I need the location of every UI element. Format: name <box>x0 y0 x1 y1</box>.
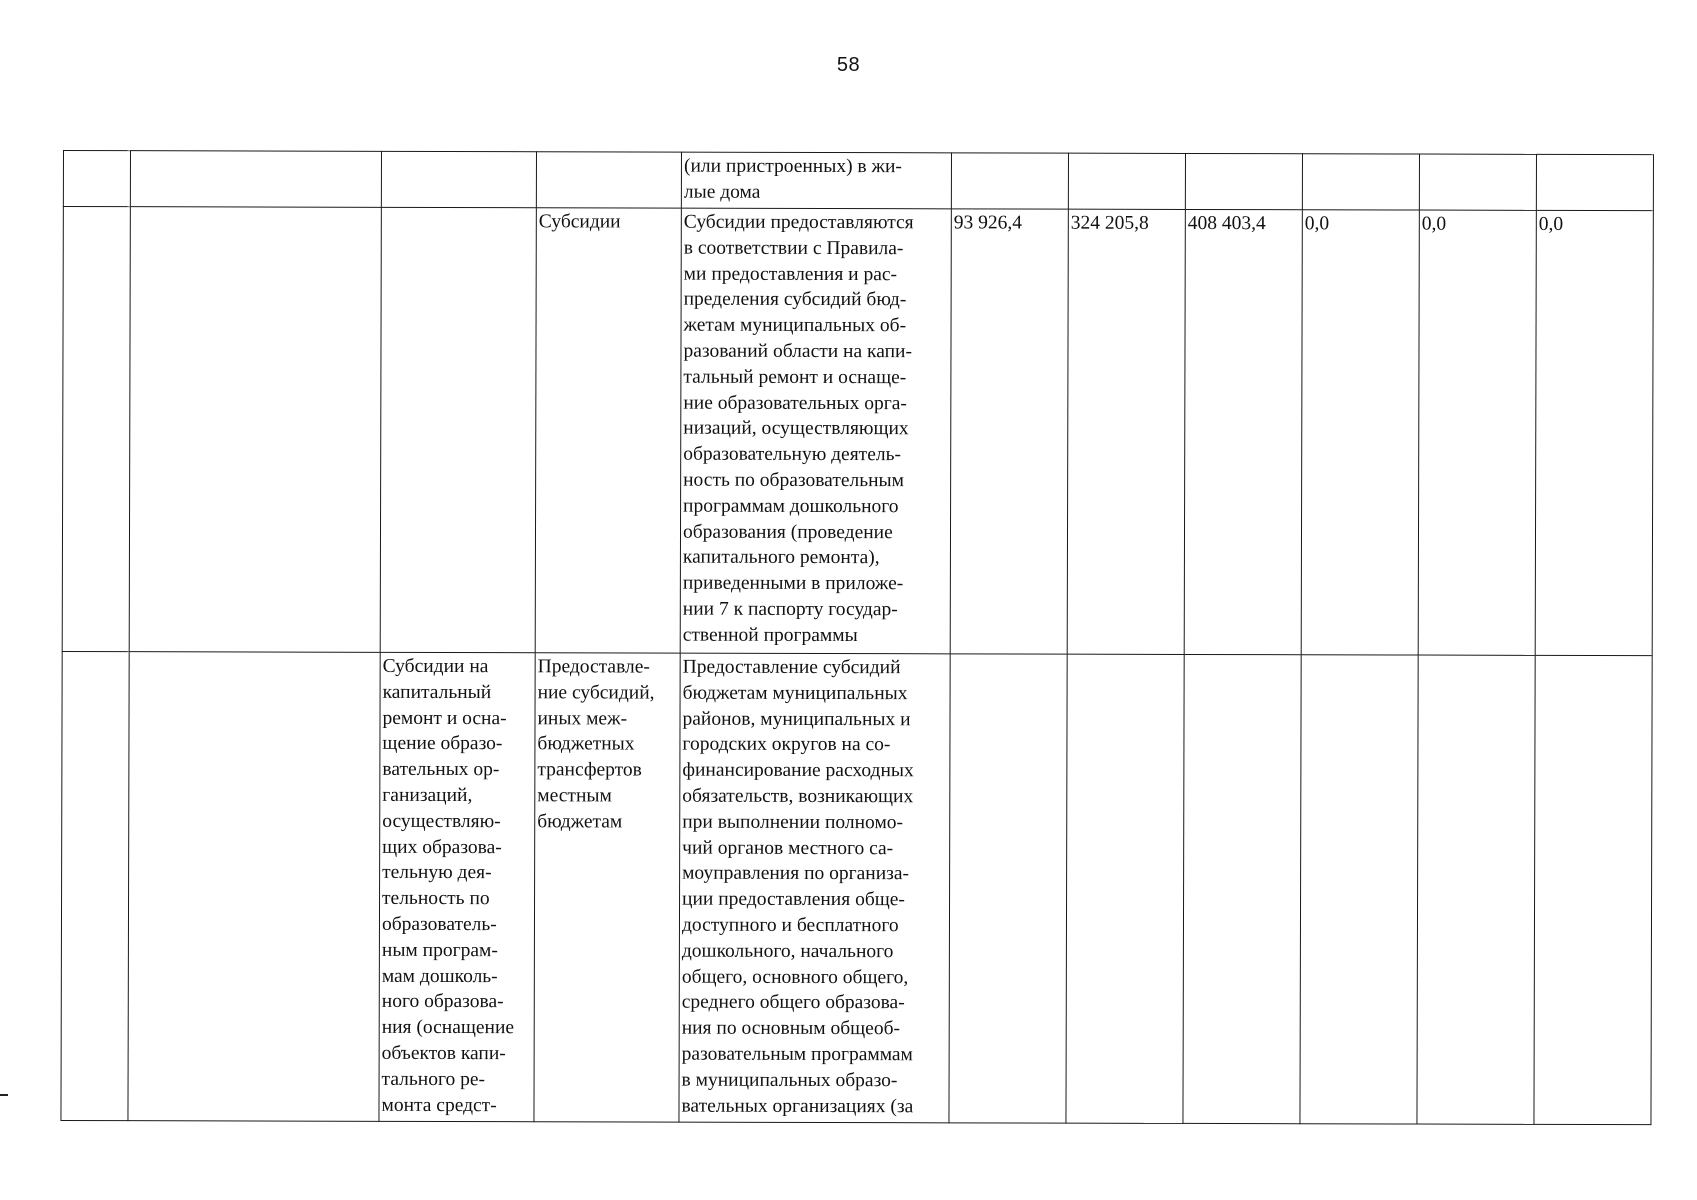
cell-mechanism <box>535 208 681 653</box>
cell-value-6 <box>1536 154 1653 210</box>
cell-value-4 <box>1300 655 1418 1124</box>
cell-value-6: 0,0 <box>1535 210 1653 655</box>
cell-value-5 <box>1417 655 1535 1124</box>
cell-value-1 <box>949 654 1067 1123</box>
description-text: Субсидии предоставляются в соответствии с Правила- ми предоставления и рас- пределения субсидий бюд- жетам муниципальных об- разований области на капи- тальный ремонт и оснаще- ние образовательных орга- низаций, осуществляющих образовательную деятель- ность по образовательным программам дошкольного образования (проведение капитального ремонта), приведенными в приложе- нии 7 к паспорту государ- ственной программы <box>682 211 914 646</box>
cell-mechanism <box>534 653 680 1122</box>
cell-program <box>129 207 381 653</box>
cell-program <box>128 652 380 1122</box>
cell-program <box>130 151 381 208</box>
cell-value-5: 0,0 <box>1418 210 1536 655</box>
table-row-continuation <box>63 151 1653 211</box>
cell-value-1: 93 926,4 <box>950 209 1068 654</box>
cell-value-2: 324 205,8 <box>1067 209 1185 654</box>
cell-measure <box>379 652 535 1121</box>
cell-value-2 <box>1068 153 1185 209</box>
margin-mark <box>0 1094 8 1096</box>
cell-value-2 <box>1066 654 1184 1123</box>
cell-measure <box>381 151 536 207</box>
cell-value-5 <box>1419 154 1536 210</box>
cell-value-3: 408 403,4 <box>1184 209 1302 654</box>
cell-measure <box>380 207 536 652</box>
mechanism-text: Предоставле- ние субсидий, иных меж- бюджетных трансфертов местным бюджетам <box>537 656 655 833</box>
table-row-subsidies <box>62 207 1653 656</box>
table-row-equipment-subsidies <box>61 651 1652 1124</box>
mechanism-text: Субсидии <box>538 211 621 233</box>
description-text: Предоставление субсидий бюджетам муниципальных районов, муниципальных и городских округов на со- финансирование расходных обязательств, возникающих при выполнении полномо- чий органов местного са- моуправления по организа- ции предоставления обще- доступного и бесплатного дошкольного, начального общего, основного общего, среднего общего образова- ния по основным общеоб- разовательным программам в муниципальных образо- вательных организациях (за <box>681 656 914 1117</box>
cell-value-3 <box>1183 654 1301 1123</box>
budget-table <box>60 150 1654 1125</box>
description-text: (или пристроенных) в жи- лые дома <box>683 155 902 203</box>
cell-value-6 <box>1534 655 1652 1124</box>
cell-mechanism <box>536 152 681 208</box>
measure-text: Субсидии на капитальный ремонт и осна- щение образо- вательных ор- ганизаций, осуществляю- щих образова- тельную дея- тельность по образователь- ным програм- мам дошколь- ного образова- ния (оснащение объектов капи- тального ре- монта средст- <box>381 655 515 1116</box>
cell-value-1 <box>951 153 1068 209</box>
cell-value-4 <box>1302 154 1419 210</box>
cell-value-4: 0,0 <box>1301 210 1419 655</box>
cell-description <box>679 653 950 1123</box>
cell-number <box>63 151 130 207</box>
cell-description <box>680 208 951 654</box>
cell-value-3 <box>1185 153 1302 209</box>
cell-number <box>62 207 130 652</box>
cell-number <box>61 651 129 1120</box>
cell-description <box>681 152 951 209</box>
page-number: 58 <box>836 54 861 76</box>
